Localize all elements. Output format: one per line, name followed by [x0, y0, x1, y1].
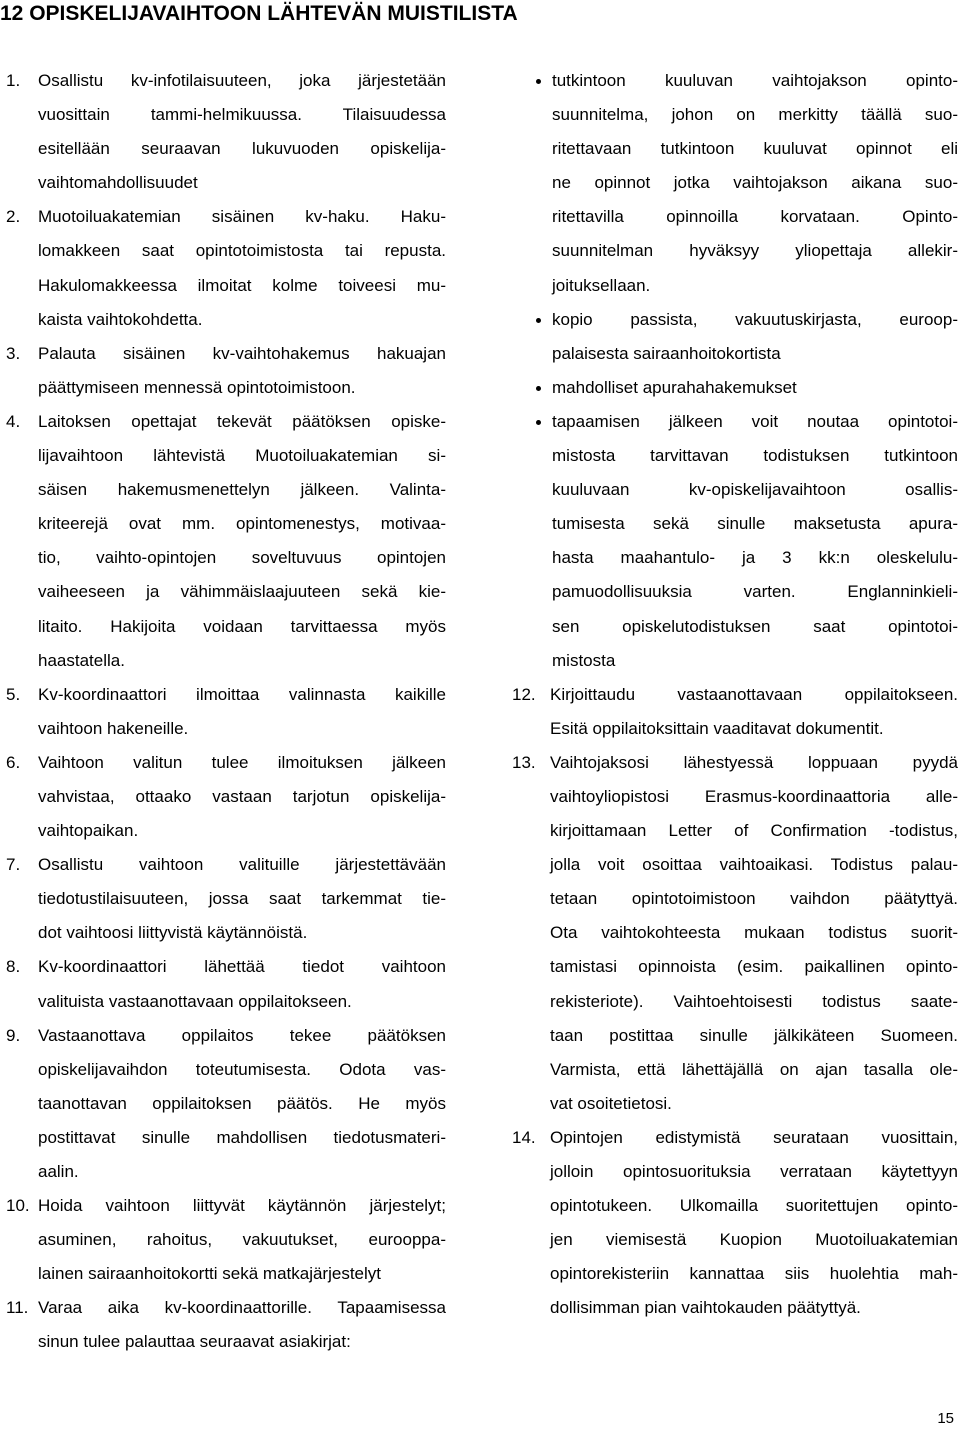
text-line: sen opiskelutodistuksen saat opintotoi-	[552, 616, 958, 636]
text-line: haastatella.	[38, 650, 125, 670]
item-text	[38, 848, 446, 950]
text-line: vaihtoyliopistosi Erasmus-koordinaattoria alle-	[550, 786, 958, 806]
item-text	[38, 950, 446, 1018]
text-line: dollisimman pian vaihtokauden päätyttyä.	[550, 1298, 861, 1318]
checklist-item	[6, 746, 446, 848]
item-text	[38, 64, 446, 200]
text-line: tetaan opintotoimistoon vaihdon päätyttyä.	[550, 889, 958, 909]
item-number: 6.	[6, 752, 21, 772]
checklist-item	[6, 1189, 446, 1291]
checklist-item	[6, 200, 446, 336]
item-text	[550, 746, 958, 1121]
text-line: tio, vaihto-opintojen soveltuvuus opintojen	[38, 548, 446, 568]
text-line: opiskelijavaihdon toteutumisesta. Odota vas-	[38, 1059, 446, 1079]
checklist-item	[6, 64, 446, 200]
item-number: 8.	[6, 957, 21, 977]
text-line: Muotoiluakatemian sisäinen kv-haku. Haku-	[38, 207, 446, 227]
text-line: aalin.	[38, 1162, 79, 1181]
text-line: Vaihtojaksosi lähestyessä loppuaan pyydä	[550, 752, 958, 772]
item-number: 3.	[6, 343, 21, 363]
text-line: postittavat sinulle mahdollisen tiedotusmateri-	[38, 1127, 446, 1147]
text-line: vahvistaa, ottaako vastaan tarjotun opiskelija-	[38, 786, 446, 806]
text-line: vaiheeseen ja vähimmäislaajuuteen sekä kie-	[38, 582, 446, 602]
text-line: kriteerejä ovat mm. opintomenestys, motivaa-	[38, 514, 446, 534]
text-line: lomakkeen saat opintotoimistosta tai repusta.	[38, 241, 446, 261]
text-line: kirjoittamaan Letter of Confirmation -todistus,	[550, 821, 958, 841]
item-text	[38, 200, 446, 336]
text-line: sinun tulee palauttaa seuraavat asiakirjat:	[38, 1332, 351, 1352]
text-line: dot vaihtoosi liittyvistä käytännöistä.	[38, 923, 308, 943]
text-line: tamistasi opinnoista (esim. paikallinen opinto-	[550, 957, 958, 977]
text-line: mahdolliset apurahahakemukset	[552, 377, 797, 397]
checklist-right	[512, 678, 958, 1326]
bullet-dot-icon	[512, 405, 552, 678]
text-line: mistosta	[552, 650, 616, 670]
text-line: Esitä oppilaitoksittain vaaditavat dokumentit.	[550, 718, 884, 738]
text-line: vat osoitetietosi.	[550, 1093, 672, 1113]
item-number: 2.	[6, 207, 21, 227]
text-line: Varmista, että lähettäjällä on ajan tasalla ole-	[550, 1059, 958, 1079]
item-text	[38, 746, 446, 848]
bullet-text	[552, 303, 958, 371]
text-line: asuminen, rahoitus, vakuutukset, eurooppa-	[38, 1230, 446, 1250]
text-line: taanottavan oppilaitoksen päätös. He myös	[38, 1093, 446, 1113]
text-line: päättymiseen mennessä opintotoimistoon.	[38, 377, 356, 397]
text-line: Hakulomakkeessa ilmoitat kolme toiveesi mu-	[38, 275, 446, 295]
item-number: 13.	[512, 752, 536, 772]
text-line: hasta maahantulo- ja 3 kk:n oleskelulu-	[552, 548, 958, 568]
text-line: vaihtomahdollisuudet	[38, 173, 198, 193]
text-line: opintotukeen. Ulkomailla suoritettujen opinto-	[550, 1196, 958, 1216]
text-line: ritettavaan tutkintoon kuuluvat opinnot eli	[552, 139, 958, 159]
checklist-item	[6, 1291, 446, 1359]
checklist-item	[6, 1019, 446, 1189]
text-line: tiedotustilaisuuteen, jossa saat tarkemmat tie-	[38, 889, 446, 909]
item-number: 14.	[512, 1127, 536, 1147]
text-line: tutkintoon kuuluvan vaihtojakson opinto-	[552, 71, 958, 90]
bullet-dot-icon	[512, 64, 552, 303]
item-number: 10.	[6, 1196, 30, 1216]
checklist-item	[512, 746, 958, 1121]
text-line: pamuodollisuuksia varten. Englanninkieli-	[552, 582, 958, 602]
text-line: joituksellaan.	[552, 275, 651, 295]
bullet-dot-icon	[512, 303, 552, 371]
document-bullet	[512, 64, 958, 303]
checklist-item	[512, 1121, 958, 1326]
text-line: Vastaanottava oppilaitos tekee päätöksen	[38, 1025, 446, 1045]
document-bullet-list	[512, 64, 958, 678]
text-line: lijavaihtoon lähtevistä Muotoiluakatemian si-	[38, 446, 446, 466]
page-number: 15	[937, 1410, 954, 1427]
right-column	[512, 64, 958, 1325]
left-column	[6, 64, 446, 1360]
text-line: mistosta tarvittavan todistuksen tutkintoon	[552, 446, 958, 466]
document-bullet	[512, 405, 958, 678]
text-line: Varaa aika kv-koordinaattorille. Tapaamisessa	[38, 1298, 446, 1318]
item-text	[38, 1189, 446, 1291]
item-text	[38, 1291, 446, 1359]
text-line: Osallistu vaihtoon valituille järjestettävään	[38, 855, 446, 875]
text-line: Kv-koordinaattori ilmoittaa valinnasta kaikille	[38, 684, 446, 704]
text-line: Laitoksen opettajat tekevät päätöksen opiske-	[38, 411, 446, 431]
item-number: 1.	[6, 71, 21, 90]
item-number: 4.	[6, 411, 21, 431]
text-line: suunnitelma, johon on merkitty täällä suo-	[552, 105, 958, 125]
item-text	[38, 1019, 446, 1189]
text-line: jolloin opintosuorituksia verrataan käytettyyn	[550, 1162, 958, 1181]
text-line: opintorekisteriin kannattaa siis huolehtia mah-	[550, 1264, 958, 1284]
text-line: litaito. Hakijoita voidaan tarvittaessa myös	[38, 616, 446, 636]
item-number: 7.	[6, 855, 21, 875]
text-line: taan postittaa sinulle jälkikäteen Suomeen.	[550, 1025, 958, 1045]
text-line: esitellään seuraavan lukuvuoden opiskelija-	[38, 139, 446, 159]
checklist-item	[6, 405, 446, 678]
checklist-item	[6, 848, 446, 950]
text-line: vaihtoon hakeneille.	[38, 718, 189, 738]
text-line: Vaihtoon valitun tulee ilmoituksen jälkeen	[38, 752, 446, 772]
item-text	[38, 405, 446, 678]
text-line: ritettavilla opinnoilla korvataan. Opinto-	[552, 207, 958, 227]
item-text	[550, 1121, 958, 1326]
text-line: jen viemisestä Kuopion Muotoiluakatemian	[550, 1230, 958, 1250]
text-line: rekisteriote). Vaihtoehtoisesti todistus saate-	[550, 991, 958, 1011]
bullet-dot-icon	[512, 371, 552, 405]
checklist-item	[512, 678, 958, 746]
text-line: tumisesta sekä sinulle maksetusta apura-	[552, 514, 958, 534]
text-line: vuosittain tammi-helmikuussa. Tilaisuudessa	[38, 105, 446, 125]
text-line: Kv-koordinaattori lähettää tiedot vaihtoon	[38, 957, 446, 977]
text-line: Kirjoittaudu vastaanottavaan oppilaitokseen.	[550, 684, 958, 704]
text-line: kaista vaihtokohdetta.	[38, 309, 203, 329]
text-line: vaihtopaikan.	[38, 821, 139, 841]
text-line: Ota vaihtokohteesta mukaan todistus suorit-	[550, 923, 958, 943]
document-bullet	[512, 371, 958, 405]
text-line: suunnitelman hyväksyy yliopettaja allekir-	[552, 241, 958, 261]
text-line: valituista vastaanottavaan oppilaitokseen.	[38, 991, 352, 1011]
checklist-item	[6, 678, 446, 746]
text-line: ne opinnot jotka vaihtojakson aikana suo-	[552, 173, 958, 193]
bullet-text	[552, 405, 958, 678]
page-title: 12 OPISKELIJAVAIHTOON LÄHTEVÄN MUISTILISTA	[0, 2, 518, 25]
checklist-left	[6, 64, 446, 1360]
text-line: palaisesta sairaanhoitokortista	[552, 343, 781, 363]
text-line: kopio passista, vakuutuskirjasta, euroop-	[552, 309, 958, 329]
checklist-item	[6, 950, 446, 1018]
text-line: tapaamisen jälkeen voit noutaa opintotoi-	[552, 411, 958, 431]
item-number: 11.	[6, 1298, 29, 1318]
text-line: säisen hakemusmenettelyn jälkeen. Valinta-	[38, 480, 446, 500]
item-number: 9.	[6, 1025, 21, 1045]
text-line: kuuluvaan kv-opiskelijavaihtoon osallis-	[552, 480, 958, 500]
bullet-text	[552, 64, 958, 303]
item-text	[38, 337, 446, 405]
document-bullet	[512, 303, 958, 371]
bullet-text	[552, 371, 958, 405]
text-line: jolla voit osoittaa vaihtoaikasi. Todistus palau-	[550, 855, 958, 875]
text-line: Osallistu kv-infotilaisuuteen, joka järjestetään	[38, 71, 446, 90]
checklist-item	[6, 337, 446, 405]
item-number: 12.	[512, 684, 536, 704]
text-line: Opintojen edistymistä seurataan vuosittain,	[550, 1127, 958, 1147]
item-number: 5.	[6, 684, 21, 704]
text-line: Palauta sisäinen kv-vaihtohakemus hakuajan	[38, 343, 446, 363]
item-text	[550, 678, 958, 746]
item-text	[38, 678, 446, 746]
text-line: lainen sairaanhoitokortti sekä matkajärjestelyt	[38, 1264, 382, 1284]
text-line: Hoida vaihtoon liittyvät käytännön järjestelyt;	[38, 1196, 446, 1216]
